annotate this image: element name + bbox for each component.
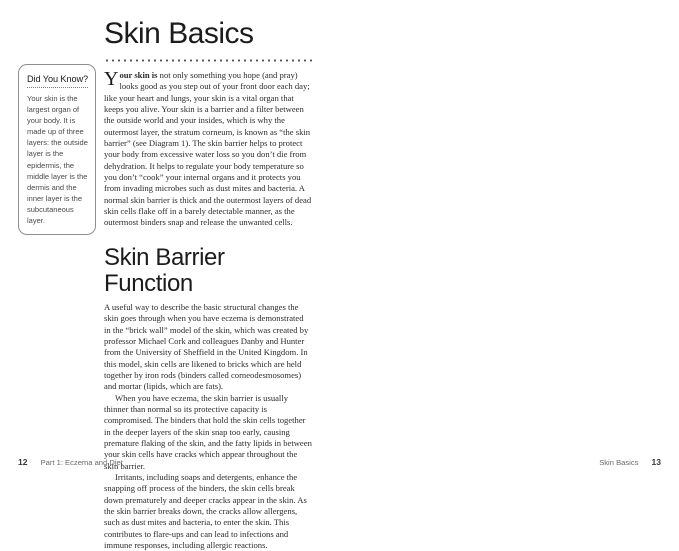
- footer-section-label: Skin Basics: [599, 458, 639, 467]
- left-text-column: [104, 18, 312, 551]
- intro-lead: our skin is: [119, 70, 158, 80]
- left-page-footer: [18, 457, 123, 467]
- page-number: 12: [18, 457, 28, 467]
- callout-body: [27, 93, 88, 226]
- did-you-know-callout-left: [18, 64, 96, 235]
- barrier-paragraph-2: When you have eczema, the skin barrier is usually thinner than normal so its protective capacity is compromised. The binders that hold the skin cells together in the deeper layers of the skin snap too early, causing premature flaking of the skin, and the fatty lipids in between your skin cells have cracks which appear throughout the skin barrier.: [104, 392, 312, 471]
- dot-divider: [104, 59, 312, 62]
- callout-text: Your skin is the largest organ of your body. It is made up of three layers: the outside layer is the epidermis, the middle layer is the dermis and the inner layer is the subcutaneous layer.: [27, 94, 88, 226]
- drop-cap: Y: [104, 68, 119, 90]
- right-page-footer: [599, 457, 661, 467]
- callout-title: Did You Know?: [27, 74, 89, 84]
- dotted-divider: [27, 87, 88, 88]
- chapter-title: Skin Basics: [104, 17, 254, 50]
- intro-rest: not only something you hope (and pray) looks good as you step out of your front door each day; like your heart and lungs, your skin is a vital organ that keeps you alive. Your skin is a barrier and a filter between the outside world and your insides, which is why the outermost layer, the stratum corneum, is known as “the skin barrier” (see Diagram 1). The skin barrier helps to protect your body from excessive water loss so you don’t die from dehydration. It helps to regulate your body temperature so you don’t “cook” your internal organs and it protects you from invading microbes such as dust mites and bacteria. A normal skin barrier is thick and the outermost layers of dead skin cells flake off in a barely detectable manner, as the outermost binders snap and release the unwanted cells.: [104, 70, 312, 228]
- right-page: [340, 0, 679, 485]
- barrier-paragraph-1: A useful way to describe the basic structural changes the skin goes through when you have eczema is demonstrated in the “brick wall” model of the skin, which was created by professor Michael Cork and colleagues Danby and Hunter from the University of Sheffield in the United Kingdom. In this model, skin cells are likened to bricks which are held together by iron rods (binders called corneodesmosomes) and mortar (lipids, which are fats).: [104, 301, 309, 392]
- skin-barrier-heading: Skin Barrier Function: [104, 243, 225, 297]
- barrier-paragraph-3: Irritants, including soaps and detergents, enhance the snapping off process of the binders, the skin cells break down prematurely and deeper cracks appear in the skin. As the skin barrier breaks down, the cracks allow allergens, such as dust mites and bacteria, to enter the skin. This contributes to flare-ups and can lead to infections and immune responses, including allergic reactions.: [104, 471, 307, 551]
- footer-section-label: Part 1: Eczema and Diet: [40, 458, 123, 467]
- intro-paragraph: [104, 70, 312, 229]
- page-number: 13: [651, 457, 661, 467]
